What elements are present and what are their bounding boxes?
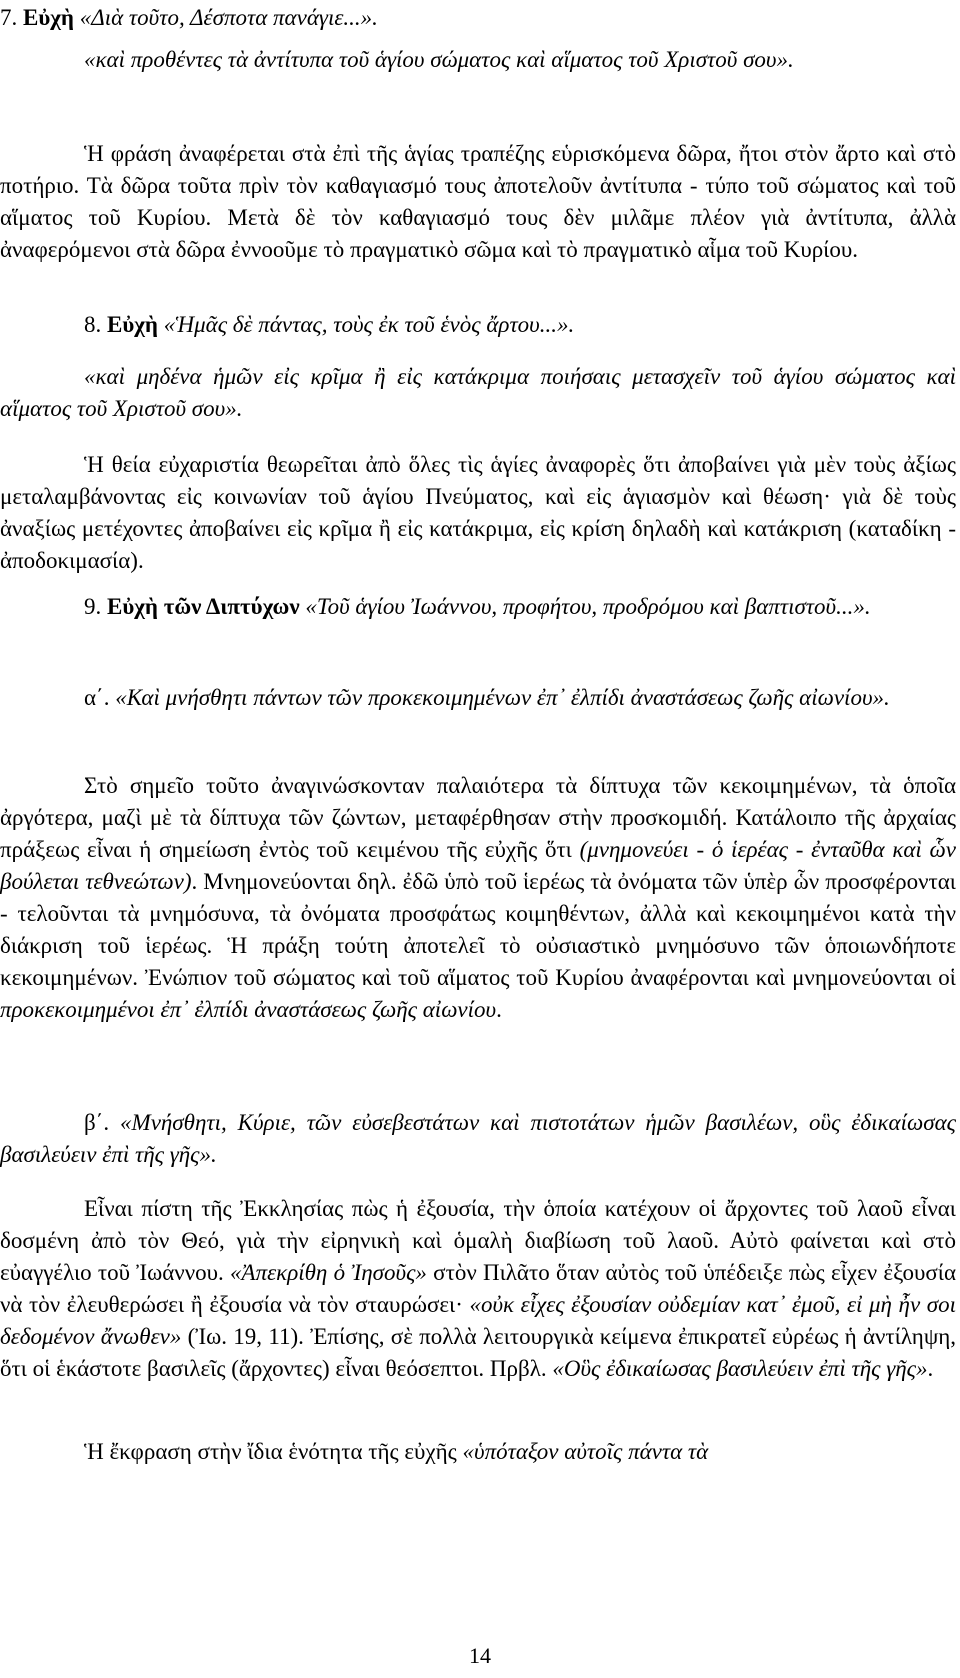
section-9-title: «Τοῦ ἁγίου Ἰωάννου, προφήτου, προδρόμου καὶ βαπτιστοῦ...». (299, 594, 871, 619)
section-7-label: Εὐχὴ (23, 5, 74, 30)
section-7-paragraph: Ἡ φράση ἀναφέρεται στὰ ἐπὶ τῆς ἁγίας τραπέζης εὑρισκόμενα δῶρα, ἤτοι στὸν ἄρτο καὶ στὸ ποτήριο. Τὰ δῶρα τοῦτα πρὶν τὸν καθαγιασμό τους ἀποτελοῦν ἀντίτυπα - τύπο τοῦ σώματος καὶ τοῦ αἵματος τοῦ Κυρίου. Μετὰ δὲ τὸν καθαγιασμό τους δὲν μιλᾶμε πλέον γιὰ ἀντίτυπα, ἀλλὰ ἀναφερόμενοι στὰ δῶρα ἐννοοῦμε τὸ πραγματικὸ σῶμα καὶ τὸ πραγματικὸ αἷμα τοῦ Κυρίου. (0, 141, 956, 262)
section-8-quote: «καὶ μηδένα ἡμῶν εἰς κρῖμα ἢ εἰς κατάκριμα ποιήσαις μετασχεῖν τοῦ ἁγίου σώματος καὶ αἵματος τοῦ Χριστοῦ σου». (0, 364, 956, 421)
page-number: 14 (469, 1643, 491, 1668)
section-8-number: 8. (84, 312, 107, 337)
section-9b-label: β΄. (84, 1110, 121, 1135)
section-7-title: «Διὰ τοῦτο, Δέσποτα πανάγιε...». (73, 5, 378, 30)
section-9-heading (0, 591, 956, 623)
section-9a-quote: α΄. «Καὶ μνήσθητι πάντων τῶν προκεκοιμημένων ἐπ᾽ ἐλπίδι ἀναστάσεως ζωῆς αἰωνίου». (84, 685, 890, 710)
section-7-number: 7. (0, 5, 23, 30)
section-8-paragraph: Ἡ θεία εὐχαριστία θεωρεῖται ἀπὸ ὅλες τὶς ἁγίες ἀναφορὲς ὅτι ἀποβαίνει γιὰ μὲν τοὺς ἀξίως μεταλαμβάνοντας εἰς κοινωνίαν τοῦ ἁγίου Πνεύματος, καὶ εἰς ἁγιασμὸν καὶ θέωση· γιὰ δὲ τοὺς ἀναξίως μετέχοντες ἀποβαίνει εἰς κρῖμα ἢ εἰς κατάκριμα, εἰς κρίση δηλαδὴ καὶ κατάκριση (καταδίκη - ἀποδοκιμασία). (0, 452, 956, 573)
section-8-title: «Ἡμᾶς δὲ πάντας, τοὺς ἐκ τοῦ ἑνὸς ἄρτου...». (157, 312, 575, 337)
section-7-quote: «καὶ προθέντες τὰ ἀντίτυπα τοῦ ἁγίου σώματος καὶ αἵματος τοῦ Χριστοῦ σου». (84, 47, 794, 72)
section-9-number: 9. (84, 594, 107, 619)
section-9a-paragraph: Στὸ σημεῖο τοῦτο ἀναγινώσκονταν παλαιότερα τὰ δίπτυχα τῶν κεκοιμημένων, τὰ ὁποῖα ἀργότερα, μαζὶ μὲ τὰ δίπτυχα τῶν ζώντων, μεταφέρθησαν στὴν προσκομιδή. Κατάλοιπο τῆς ἀρχαίας πράξεως εἶναι ἡ σημείωση ἐντὸς τοῦ κειμένου τῆς εὐχῆς ὅτι (μνημονεύει - ὁ ἱερέας - ἐνταῦθα καὶ ὧν βούλεται τεθνεώτων). Μνημονεύονται δηλ. ἐδῶ ὑπὸ τοῦ ἱερέως τὰ ὀνόματα τῶν ὑπὲρ ὧν προσφέρονται - τελοῦνται τὰ μνημόσυνα, τὰ ὀνόματα προσφάτως κοιμηθέντων, ἀλλὰ καὶ κεκοιμημένοι κατὰ τὴν διάκριση τοῦ ἱερέως. Ἡ πράξη τούτη ἀποτελεῖ τὸ οὐσιαστικὸ μνημόσυνο τῶν ὁποιωνδήποτε κεκοιμημένων. Ἐνώπιον τοῦ σώματος καὶ τοῦ αἵματος τοῦ Κυρίου ἀναφέρονται καὶ μνημονεύονται οἱ προκεκοιμημένοι ἐπ᾽ ἐλπίδι ἀναστάσεως ζωῆς αἰωνίου. (0, 773, 956, 1022)
section-9b-paragraph: Εἶναι πίστη τῆς Ἐκκλησίας πὼς ἡ ἐξουσία, τὴν ὁποία κατέχουν οἱ ἄρχοντες τοῦ λαοῦ εἶναι δοσμένη ἀπὸ τὸν Θεό, γιὰ τὴν εἰρηνικὴ καὶ ὁμαλὴ διαβίωση τοῦ λαοῦ. Αὐτὸ φαίνεται καὶ στὸ εὐαγγέλιο τοῦ Ἰωάννου. «Ἀπεκρίθη ὁ Ἰησοῦς» στὸν Πιλᾶτο ὅταν αὐτὸς τοῦ ὑπέδειξε πὼς εἶχεν ἐξουσία νὰ τὸν ἐλευθερώσει ἢ ἐξουσία νὰ τὸν σταυρώσει· «οὐκ εἶχες ἐξουσίαν οὐδεμίαν κατ᾽ ἐμοῦ, εἰ μὴ ἦν σοι δεδομένον ἄνωθεν» (Ἰω. 19, 11). Ἐπίσης, σὲ πολλὰ λειτουργικὰ κείμενα ἐπικρατεῖ εὐρέως ἡ ἀντίληψη, ὅτι οἱ ἑκάστοτε βασιλεῖς (ἄρχοντες) εἶναι θεόσεπτοι. Πρβλ. «Οὓς ἐδικαίωσας βασιλεύειν ἐπὶ τῆς γῆς». (0, 1196, 957, 1381)
section-8-label: Εὐχὴ (107, 312, 158, 337)
section-9a-label: α΄. (84, 685, 116, 710)
section-9-label: Εὐχὴ τῶν Διπτύχων (107, 594, 300, 619)
section-9b-quote: β΄. «Μνήσθητι, Κύριε, τῶν εὐσεβεστάτων καὶ πιστοτάτων ἡμῶν βασιλέων, οὓς ἐδικαίωσας βασιλεύειν ἐπὶ τῆς γῆς». (0, 1110, 956, 1167)
section-8-heading (0, 309, 956, 341)
section-7-heading (0, 2, 956, 34)
section-9b-paragraph-2: Ἡ ἔκφραση στὴν ἴδια ἑνότητα τῆς εὐχῆς «ὑπόταξον αὐτοῖς πάντα τὰ (84, 1439, 709, 1464)
